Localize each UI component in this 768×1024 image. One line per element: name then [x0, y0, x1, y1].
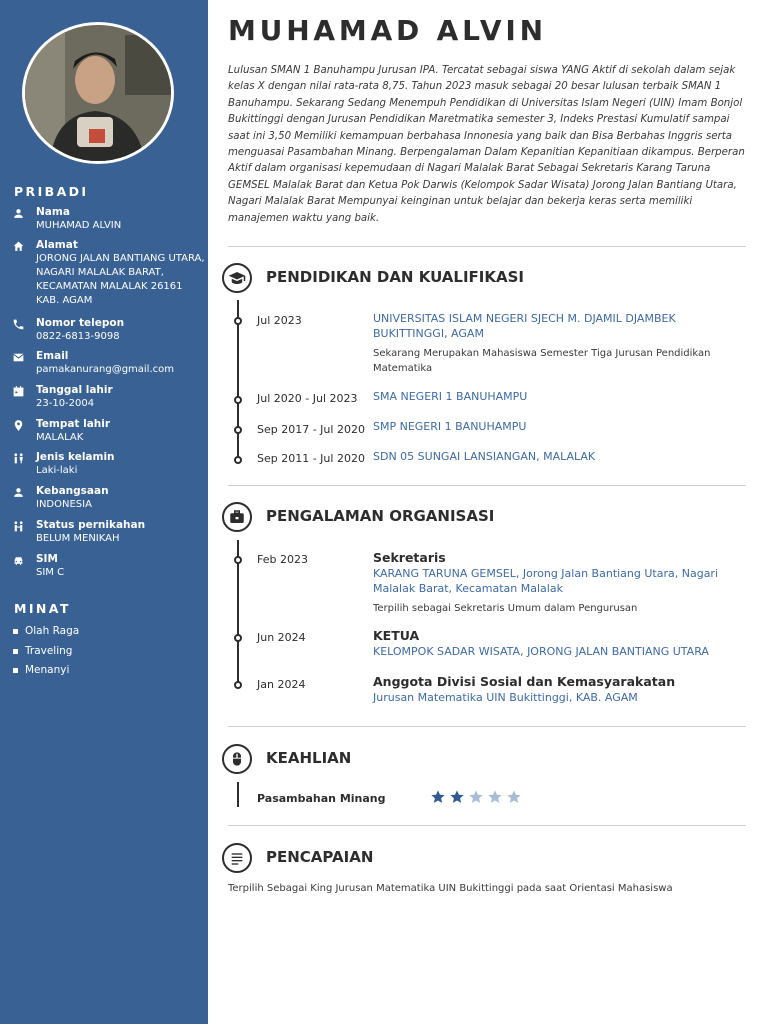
- mail-icon: [12, 351, 25, 364]
- education-school: SMA NEGERI 1 BANUHAMPU: [373, 390, 528, 403]
- couple-icon: [12, 520, 25, 533]
- education-desc: Sekarang Merupakan Mahasiswa Semester Tiga Jurusan Pendidikan Matematika: [373, 348, 711, 374]
- education-date: Jul 2020 - Jul 2023: [257, 392, 358, 405]
- personal-label: Nama: [36, 206, 70, 218]
- organization-date: Jan 2024: [257, 678, 306, 691]
- personal-value: Laki-laki: [36, 465, 78, 476]
- organization-role: Anggota Divisi Sosial dan Kemasyarakatan: [373, 674, 676, 689]
- star-empty-icon: [468, 789, 484, 805]
- minat-item: Olah Raga: [13, 625, 79, 637]
- star-empty-icon: [487, 789, 503, 805]
- organization-name: KELOMPOK SADAR WISATA, JORONG JALAN BANTIANG UTARA: [373, 645, 709, 658]
- education-entry: [373, 449, 748, 464]
- organization-name: Jurusan Matematika UIN Bukittinggi, KAB. AGAM: [373, 691, 638, 704]
- personal-item-tempat-lahir: [12, 418, 204, 445]
- gender-icon: [12, 452, 25, 465]
- briefcase-icon: [222, 502, 252, 532]
- star-empty-icon: [506, 789, 522, 805]
- skill-rating: [430, 789, 522, 805]
- education-school: SDN 05 SUNGAI LANSIANGAN, MALALAK: [373, 450, 596, 463]
- section-title-skills: KEAHLIAN: [266, 749, 352, 767]
- profile-name: MUHAMAD ALVIN: [228, 14, 547, 47]
- education-date: Sep 2017 - Jul 2020: [257, 423, 365, 436]
- personal-value: pamakanurang@gmail.com: [36, 364, 174, 375]
- personal-label: Status pernikahan: [36, 519, 146, 531]
- list-icon: [222, 843, 252, 873]
- organization-role: KETUA: [373, 628, 420, 643]
- organization-desc: Terpilih sebagai Sekretaris Umum dalam Pengurusan: [373, 603, 638, 614]
- timeline-dot: [234, 556, 242, 564]
- organization-date: Feb 2023: [257, 553, 308, 566]
- personal-item-tanggal-lahir: [12, 384, 204, 411]
- personal-label: Kebangsaan: [36, 485, 109, 497]
- personal-value: 0822-6813-9098: [36, 331, 120, 342]
- star-filled-icon: [430, 789, 446, 805]
- personal-item-kebangsaan: [12, 485, 204, 512]
- divider: [228, 726, 746, 727]
- education-date: Jul 2023: [257, 314, 302, 327]
- section-title-education: PENDIDIKAN DAN KUALIFIKASI: [266, 268, 524, 286]
- education-date: Sep 2011 - Jul 2020: [257, 452, 365, 465]
- star-filled-icon: [449, 789, 465, 805]
- personal-value: BELUM MENIKAH: [36, 533, 120, 544]
- person-icon: [12, 486, 25, 499]
- personal-item-nama: [12, 206, 204, 233]
- section-heading-pribadi: PRIBADI: [14, 184, 89, 199]
- personal-value: MALALAK: [36, 432, 84, 443]
- organization-date: Jun 2024: [257, 631, 306, 644]
- section-heading-minat: MINAT: [14, 601, 71, 616]
- personal-item-sim: [12, 553, 204, 580]
- personal-label: Tempat lahir: [36, 418, 111, 430]
- personal-label: Tanggal lahir: [36, 384, 113, 396]
- location-pin-icon: [12, 419, 25, 432]
- personal-label: Nomor telepon: [36, 317, 125, 329]
- personal-label: Email: [36, 350, 69, 362]
- personal-item-telepon: [12, 317, 204, 344]
- timeline-dot: [234, 426, 242, 434]
- skill-line: [237, 782, 239, 807]
- organization-entry: [373, 674, 748, 705]
- education-school: UNIVERSITAS ISLAM NEGERI SJECH M. DJAMIL DJAMBEK BUKITTINGGI, AGAM: [373, 312, 676, 340]
- person-icon: [12, 207, 25, 220]
- car-icon: [12, 554, 25, 567]
- organization-name: KARANG TARUNA GEMSEL, Jorong Jalan Bantiang Utara, Nagari Malalak Barat, Kecamatan Malalak: [373, 567, 719, 595]
- graduation-cap-icon: [222, 263, 252, 293]
- skill-name: Pasambahan Minang: [257, 792, 386, 805]
- personal-value: JORONG JALAN BANTIANG UTARA, NAGARI MALALAK BARAT, KECAMATAN MALALAK 26161 KAB. AGAM: [36, 253, 205, 306]
- personal-item-alamat: [12, 239, 204, 308]
- sidebar: [0, 0, 208, 1024]
- minat-item: Traveling: [13, 645, 72, 657]
- organization-role: Sekretaris: [373, 550, 446, 565]
- divider: [228, 246, 746, 247]
- profile-summary: Lulusan SMAN 1 Banuhampu Jurusan IPA. Tercatat sebagai siswa YANG Aktif di sekolah dalam sejak kelas X dengan nilai rata-rata 8,75. Tahun 2023 masuk sebagai 20 besar lulusan terbaik SMAN 1 Banuhampu. Sekarang Sedang Menempuh Pendidikan di Universitas Islam Negeri (UIN) Imam Bonjol Bukittinggi dengan Jurusan Pendidikan Maretmatika semester 3, Indeks Prestasi Kumulatif sampai saat ini 3,50 Memiliki kemampuan berbahasa Innonesia yang baik dan Bisa Berbahas Inggris serta menguasai Pasambahan Minang. Berpengalaman Dalam Kepanitian Kepanitiaan dikampus. Berperan Aktif dalam organisasi kepemudaan di Nagari Malalak Barat Sebagai Sekretaris Karang Taruna GEMSEL Malalak Barat dan Ketua Pok Darwis (Kelompok Sadar Wisata) Jorong Jalan Bantiang Utara, Nagari Malalak Barat Mempunyai keinginan untuk belajar dan bekerja keras serta memiliki manajemen waktu yang baik.: [228, 65, 745, 224]
- divider: [228, 485, 746, 486]
- personal-item-status-pernikahan: [12, 519, 204, 546]
- timeline-dot: [234, 317, 242, 325]
- mouse-icon: [222, 744, 252, 774]
- achievement-item: Terpilih Sebagai King Jurusan Matematika UIN Bukittinggi pada saat Orientasi Mahasiswa: [228, 883, 673, 894]
- timeline-dot: [234, 456, 242, 464]
- divider: [228, 825, 746, 826]
- phone-icon: [12, 318, 25, 331]
- timeline-dot: [234, 681, 242, 689]
- personal-label: Alamat: [36, 239, 78, 251]
- organization-entry: [373, 550, 748, 616]
- minat-item: Menanyi: [13, 664, 69, 676]
- personal-item-email: [12, 350, 204, 377]
- organization-entry: [373, 628, 748, 659]
- home-icon: [12, 240, 25, 253]
- education-entry: [373, 419, 748, 434]
- profile-photo: [22, 22, 174, 164]
- education-school: SMP NEGERI 1 BANUHAMPU: [373, 420, 527, 433]
- section-title-achievements: PENCAPAIAN: [266, 848, 374, 866]
- personal-label: Jenis kelamin: [36, 451, 115, 463]
- personal-value: INDONESIA: [36, 499, 92, 510]
- personal-label: SIM: [36, 553, 58, 565]
- education-entry: [373, 311, 748, 376]
- personal-value: MUHAMAD ALVIN: [36, 220, 122, 231]
- personal-item-jenis-kelamin: [12, 451, 204, 478]
- timeline-dot: [234, 634, 242, 642]
- personal-value: 23-10-2004: [36, 398, 95, 409]
- calendar-icon: [12, 385, 25, 398]
- personal-value: SIM C: [36, 567, 65, 578]
- timeline-dot: [234, 396, 242, 404]
- education-entry: [373, 389, 748, 404]
- section-title-organization: PENGALAMAN ORGANISASI: [266, 507, 495, 525]
